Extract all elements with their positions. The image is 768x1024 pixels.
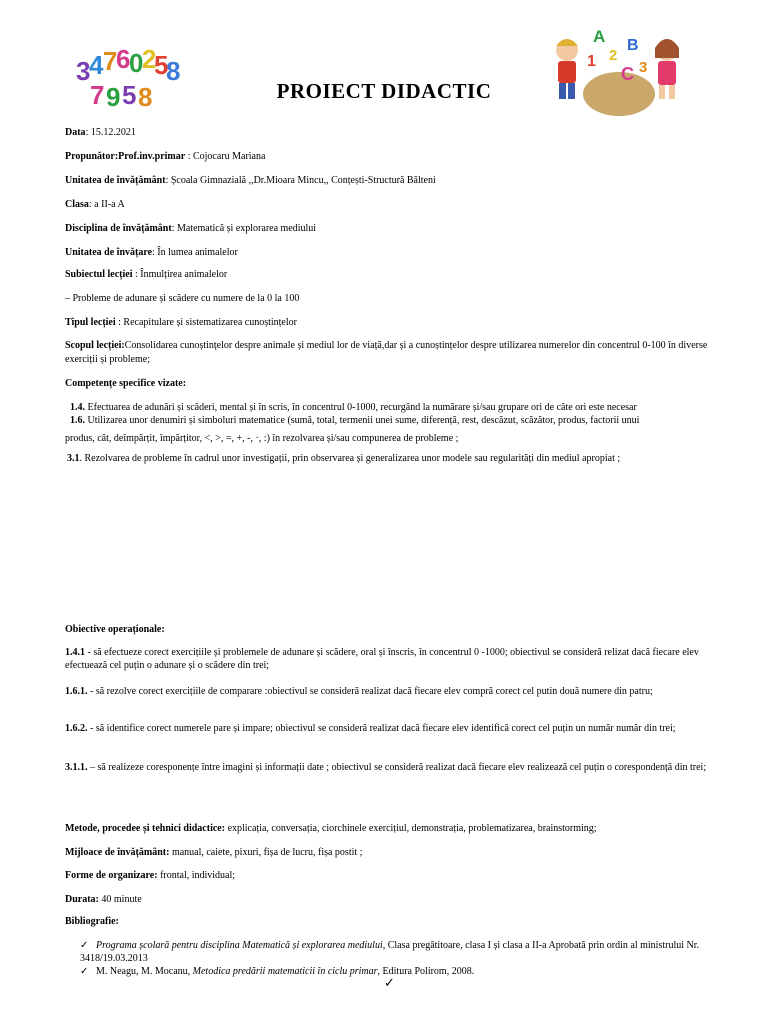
teaching-aids-label: Mijloace de învățământ:	[65, 847, 170, 858]
svg-text:5: 5	[122, 80, 137, 108]
date-line	[65, 126, 710, 139]
competency-text: . Rezolvarea de probleme în cadrul unor investigații, prin observarea și generalizarea unor modele sau regularități din mediul apropiat ;	[79, 453, 621, 464]
competency-text: Utilizarea unor denumiri și simboluri matematice (sumă, total, termenii unei sume, diferență, rest, descăzut, scăzător, produs, factorii unui	[85, 415, 640, 426]
bibliography-heading-text: Bibliografie:	[65, 916, 119, 927]
class-value: : a II-a A	[88, 199, 125, 210]
duration-value: 40 minute	[98, 894, 142, 905]
lesson-type-label: Tipul lecției	[65, 317, 116, 328]
competency-text: Efectuarea de adunări și scăderi, mental și în scris, în concentrul 0-1000, recurgând la numărare și/sau grupare ori de câte ori este necesar	[85, 402, 637, 413]
children-letters-image	[547, 28, 687, 120]
svg-text:5: 5	[154, 50, 169, 80]
svg-text:3: 3	[639, 59, 648, 76]
objective-text: - să identifice corect numerele pare și impare; obiectivul se consideră realizat dacă fiecare elev identifică corect cel puțin un număr număr din trei;	[87, 723, 676, 734]
competencies-heading	[65, 377, 710, 390]
lesson-type-line	[65, 316, 710, 329]
competency-1-6-continued: produs, cât, deîmpărțit, împărțitor, <, >, =, +, -, ·, :) în rezolvarea și/sau compunerea de probleme ;	[65, 433, 459, 444]
objective-number: 1.6.2.	[65, 723, 88, 734]
svg-text:7: 7	[103, 46, 118, 76]
subject-extra-line: – Probleme de adunare și scădere cu numere de la 0 la 100	[65, 293, 300, 304]
lesson-goal-paragraph	[65, 339, 710, 367]
subject-label: Subiectul lecției	[65, 269, 133, 280]
school-label: Unitatea de învățământ	[65, 175, 166, 186]
objectives-heading	[65, 623, 710, 636]
checkmark-icon: ✓	[80, 966, 89, 977]
organization-line	[65, 869, 710, 882]
lesson-goal-value: Consolidarea cunoștințelor despre animale și mediul lor de viață,dar și a cunoștințelor despre utilizarea numerelor din concentrul 0-100 în diverse exerciții și probleme;	[65, 340, 708, 365]
date-value: : 15.12.2021	[85, 127, 136, 138]
svg-text:B: B	[627, 37, 639, 54]
subject-line	[65, 268, 710, 281]
subject-value: : Înmulțirea animalelor	[132, 269, 228, 280]
lesson-goal-label: Scopul lecției:	[65, 340, 125, 351]
bibliography-heading	[65, 915, 710, 928]
objective-text: - să efectueze corect exercițiile și problemele de adunare și scădere, oral și înscris, în concentrul 0 -1000; obiectivul se consideră relizat dacă fiecare elev efectuează cel puțin o adunare și o scădere din trei;	[65, 647, 699, 671]
objectives-heading-text: Obiective operaționale:	[65, 624, 165, 635]
checkmark-icon: ✓	[80, 940, 89, 951]
methods-value: explicația, conversația, ciorchinele exercițiul, demonstrația, problematizarea, brainstorming;	[225, 823, 597, 834]
school-line	[65, 174, 710, 187]
competency-3-1	[67, 451, 707, 467]
svg-text:1: 1	[587, 53, 596, 70]
methods-line	[65, 822, 710, 835]
duration-label: Durata:	[65, 894, 99, 905]
class-label: Clasa	[65, 199, 89, 210]
svg-text:C: C	[621, 64, 634, 84]
bibliography-item-1	[80, 939, 710, 965]
objective-1-6-2	[65, 722, 710, 735]
author-label: Propunător:Prof.inv.primar	[65, 151, 186, 162]
checkmark-icon: ✓	[384, 975, 395, 990]
teaching-aids-line	[65, 846, 710, 859]
svg-text:6: 6	[116, 44, 131, 74]
objective-text: - să rezolve corect exercițiile de comparare :obiectivul se consideră realizat dacă fiecare elev compră corect cel putin două numere din patru;	[87, 686, 653, 697]
duration-line	[65, 893, 710, 906]
bibliography-details: , Editura Polirom, 2008.	[377, 966, 475, 977]
svg-text:2: 2	[142, 44, 157, 74]
class-line	[65, 198, 710, 211]
competency-1-6	[70, 413, 710, 429]
svg-text:2: 2	[609, 47, 618, 64]
svg-text:8: 8	[138, 82, 153, 108]
author-value: : Cojocaru Mariana	[185, 151, 266, 162]
learning-unit-line	[65, 246, 710, 259]
competency-number: 3.1	[67, 453, 80, 464]
competency-number: 1.6.	[70, 415, 85, 426]
author-line	[65, 150, 710, 163]
discipline-line	[65, 222, 710, 235]
objective-1-6-1	[65, 685, 710, 698]
objective-number: 1.4.1	[65, 647, 85, 658]
competency-number: 1.4.	[70, 402, 85, 413]
date-label: Data	[65, 127, 86, 138]
organization-label: Forme de organizare:	[65, 870, 158, 881]
bibliography-authors: M. Neagu, M. Mocanu,	[96, 966, 193, 977]
organization-value: frontal, individual;	[157, 870, 236, 881]
bibliography-item-2	[80, 965, 710, 978]
methods-label: Metode, procedee și tehnici didactice:	[65, 823, 226, 834]
bibliography-details: , Clasa pregătitoare, clasa I și clasa a II-a Aprobată prin ordin al ministrului Nr. 3418/19.03.2013	[80, 940, 700, 964]
objective-number: 3.1.1.	[65, 762, 88, 773]
learning-unit-value: : În lumea animalelor	[152, 247, 238, 258]
objective-3-1-1	[65, 761, 710, 774]
svg-text:A: A	[593, 28, 606, 46]
bibliography-title: Programa școlară pentru disciplina Matematică și explorarea mediului	[96, 940, 383, 951]
svg-text:3: 3	[76, 56, 91, 86]
svg-text:9: 9	[106, 82, 121, 108]
svg-text:0: 0	[129, 48, 144, 78]
objective-1-4-1	[65, 646, 710, 672]
bibliography-title: Metodica predării matematicii în ciclu primar	[192, 966, 378, 977]
svg-text:7: 7	[90, 80, 105, 108]
teaching-aids-value: manual, caiete, pixuri, fișa de lucru, fișa postit ;	[169, 847, 363, 858]
lesson-type-value: : Recapitulare și sistematizarea cunoștințelor	[115, 317, 297, 328]
discipline-label: Disciplina de învățământ	[65, 223, 172, 234]
objective-number: 1.6.1.	[65, 686, 88, 697]
discipline-value: : Matematică și explorarea mediului	[171, 223, 317, 234]
page-title: PROIECT DIDACTIC	[276, 79, 492, 103]
svg-text:4: 4	[89, 50, 104, 80]
objective-text: – să realizeze coresponențe între imagini și informații date ; obiectivul se consideră realizat dacă fiecare elev realizează cel puțin o corespondență din trei;	[87, 762, 707, 773]
svg-text:8: 8	[166, 56, 181, 86]
competencies-heading-text: Competențe specifice vizate:	[65, 378, 187, 389]
learning-unit-label: Unitatea de învățare	[65, 247, 153, 258]
school-value: : Școala Gimnazială ,,Dr.Mioara Mincu,, Conțești-Structură Bălteni	[165, 175, 436, 186]
